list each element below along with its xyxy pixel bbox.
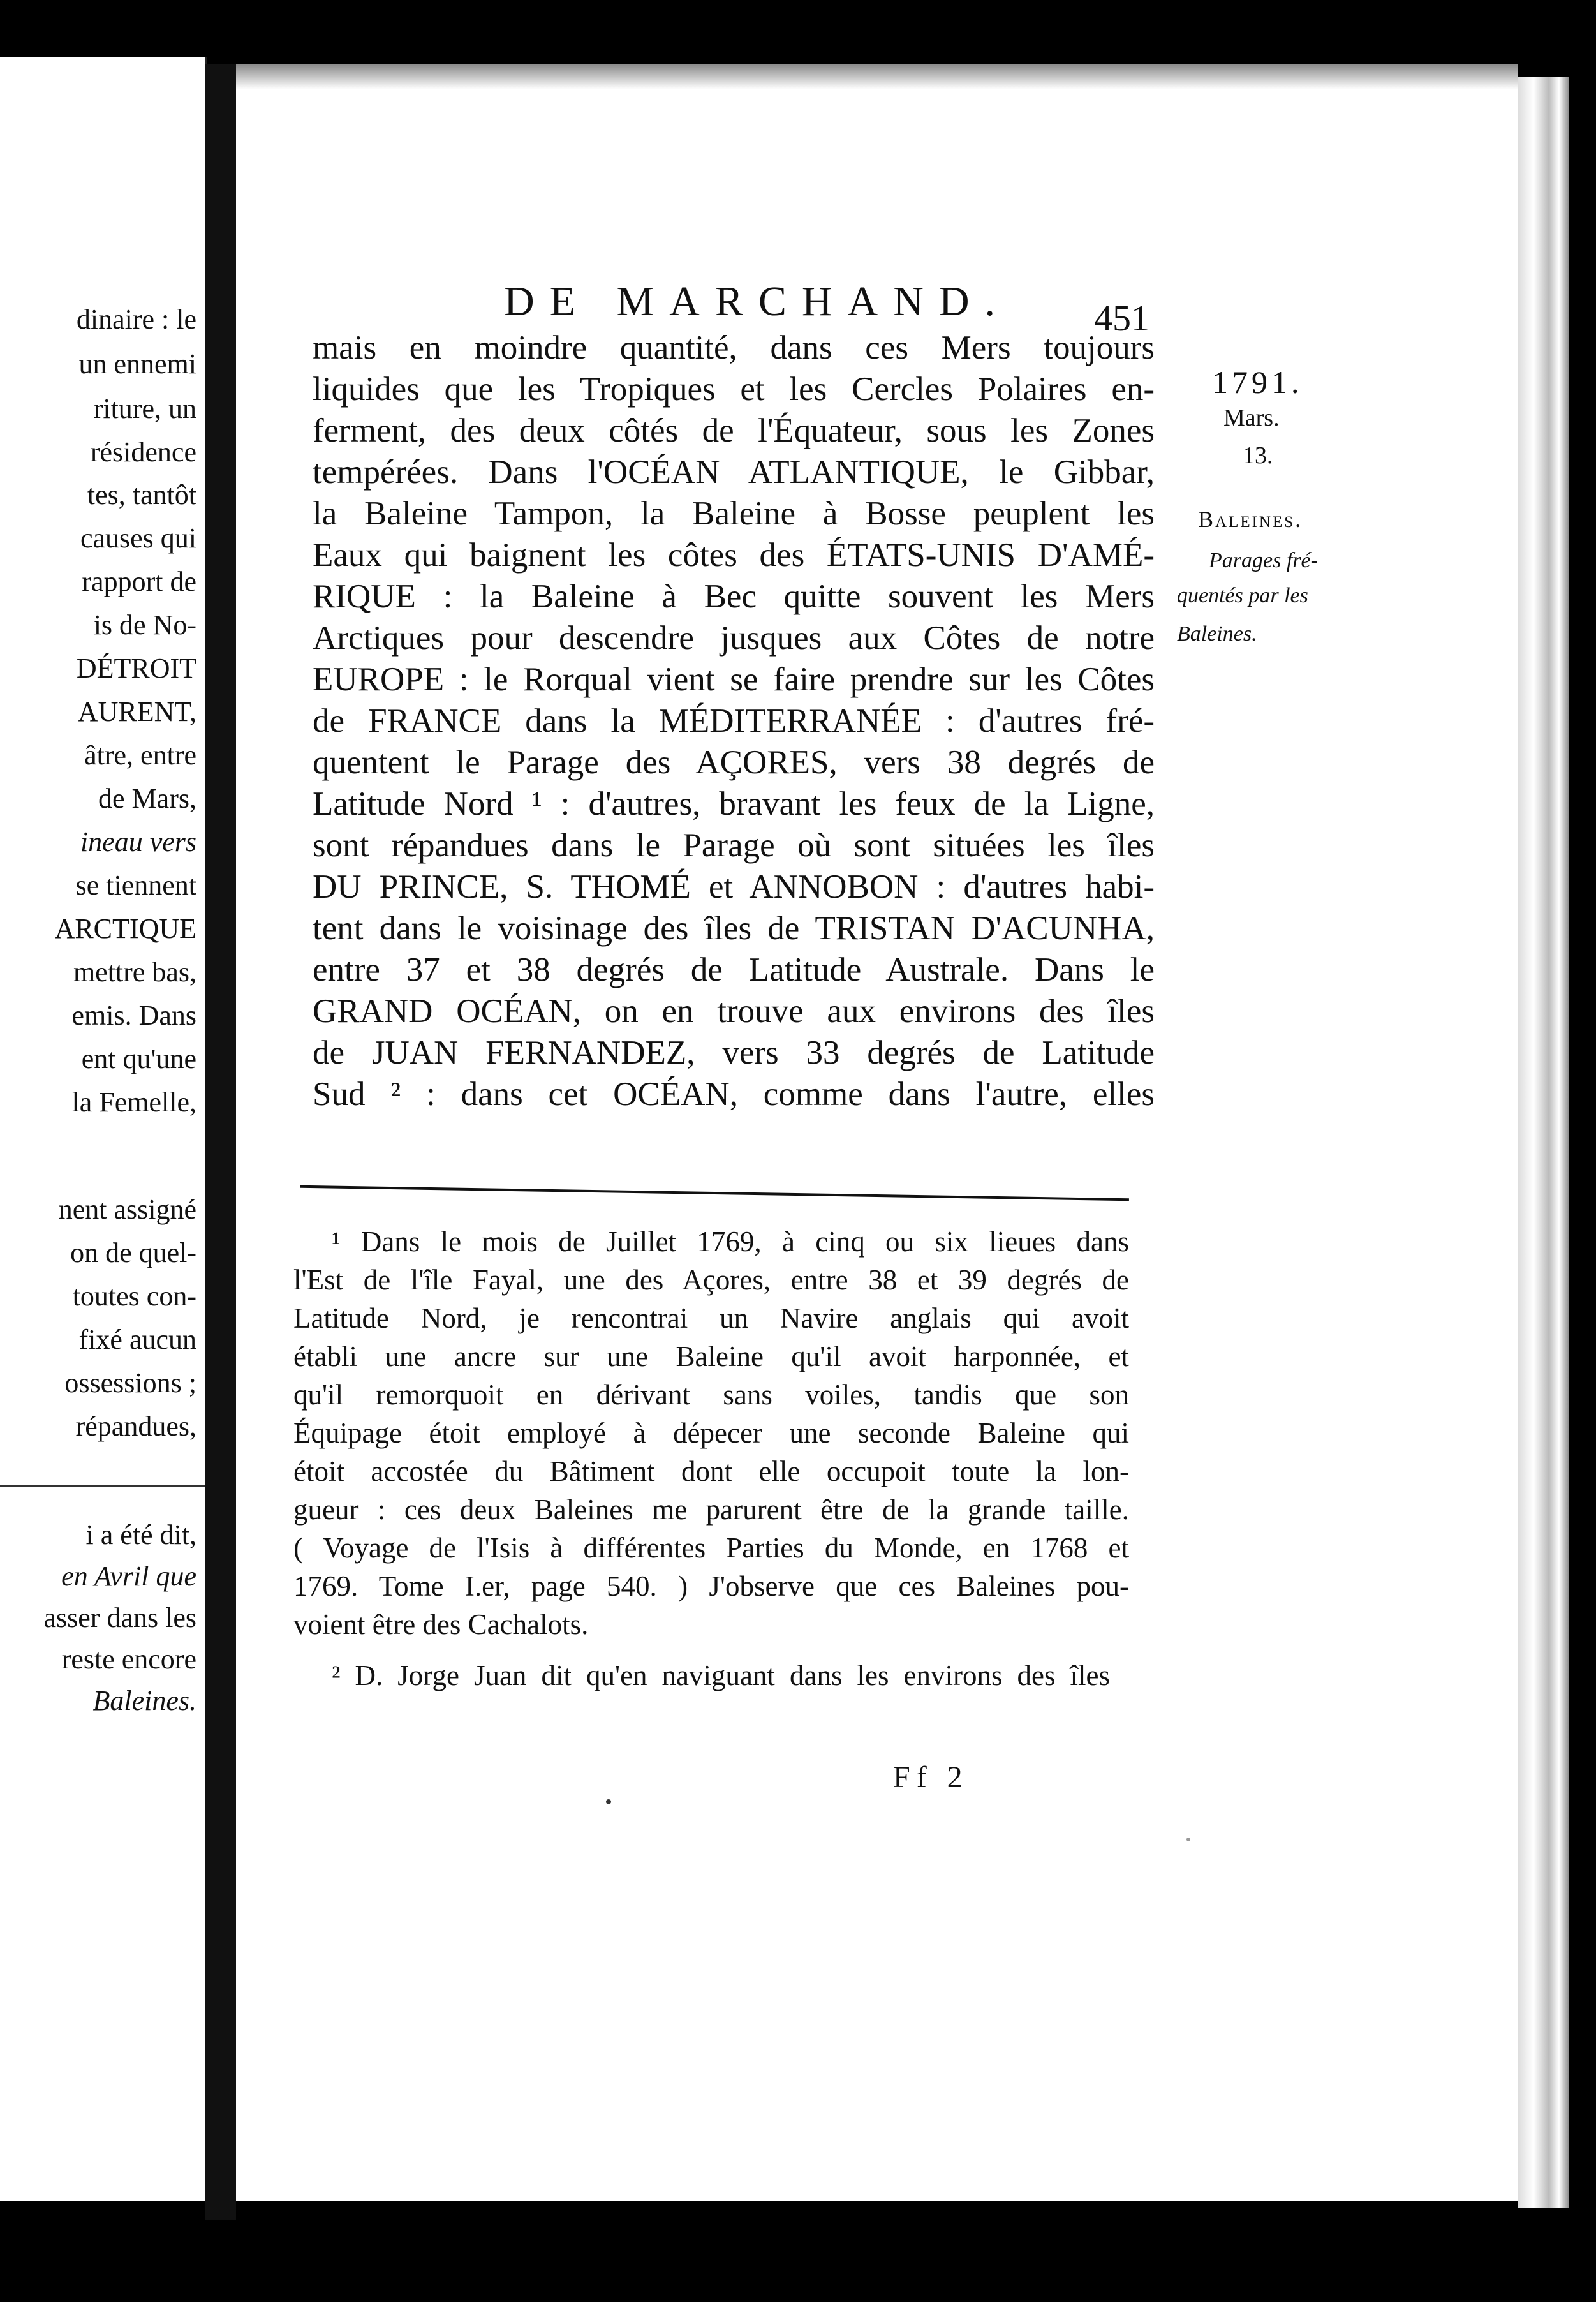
footnote-line: ( Voyage de l'Isis à différentes Parties du Monde, en 1768 et	[293, 1532, 1129, 1564]
body-line: liquides que les Tropiques et les Cercles Polaires en-	[313, 371, 1155, 408]
body-line: GRAND OCÉAN, on en trouve aux environs des îles	[313, 993, 1155, 1030]
left-page-line: répandues,	[75, 1411, 196, 1442]
ink-speck	[606, 1799, 611, 1804]
left-page-line: ARCTIQUE	[54, 913, 196, 944]
left-page-line: ossessions ;	[64, 1367, 196, 1399]
left-page-line: résidence	[90, 436, 196, 468]
left-page-line: i a été dit,	[85, 1519, 196, 1550]
left-page-line: asser dans les	[43, 1602, 196, 1633]
margin-note-line: Baleines.	[1177, 622, 1257, 646]
margin-note-line: quentés par les	[1177, 584, 1308, 607]
left-page-line: âtre, entre	[84, 739, 196, 771]
footnote-line: ² D. Jorge Juan dit qu'en naviguant dans les environs des îles	[332, 1660, 1110, 1691]
footnote-line: 1769. Tome I.er, page 540. ) J'observe que ces Baleines pou-	[293, 1570, 1129, 1602]
body-line: Eaux qui baignent les côtes des ÉTATS-UNIS D'AMÉ-	[313, 537, 1155, 574]
footnote-line: voient être des Cachalots.	[293, 1608, 589, 1640]
left-page-line: un ennemi	[78, 348, 196, 380]
left-page-line: mettre bas,	[73, 956, 196, 988]
margin-year: 1791.	[1212, 364, 1303, 400]
footnote-line: établi une ancre sur une Baleine qu'il avoit harponnée, et	[293, 1340, 1129, 1372]
body-line: de FRANCE dans la MÉDITERRANÉE : d'autres fré-	[313, 702, 1155, 739]
left-page-line: rapport de	[82, 566, 196, 597]
body-line: Sud ² : dans cet OCÉAN, comme dans l'autre, elles	[313, 1076, 1155, 1113]
signature-mark: Ff 2	[893, 1760, 969, 1794]
left-page-line: dinaire : le	[76, 304, 196, 335]
left-page-line: Baleines.	[92, 1685, 196, 1716]
body-line: ferment, des deux côtés de l'Équateur, sous les Zones	[313, 412, 1155, 449]
footnote-line: étoit accostée du Bâtiment dont elle occupoit toute la lon-	[293, 1455, 1129, 1487]
body-line: Latitude Nord ¹ : d'autres, bravant les feux de la Ligne,	[313, 785, 1155, 822]
body-line: tempérées. Dans l'OCÉAN ATLANTIQUE, le Gibbar,	[313, 454, 1155, 491]
left-page-line: DÉTROIT	[76, 653, 196, 684]
footnote-line: gueur : ces deux Baleines me parurent être de la grande taille.	[293, 1494, 1129, 1526]
page-fore-edge	[1518, 77, 1569, 2208]
margin-subject: Baleines.	[1198, 507, 1303, 532]
left-page-line: riture, un	[93, 393, 196, 424]
margin-day: 13.	[1243, 442, 1273, 469]
left-page-line: fixé aucun	[78, 1324, 196, 1355]
body-line: la Baleine Tampon, la Baleine à Bosse peuplent les	[313, 495, 1155, 532]
body-line: tent dans le voisinage des îles de TRISTAN D'ACUNHA,	[313, 910, 1155, 947]
body-line: mais en moindre quantité, dans ces Mers toujours	[313, 329, 1155, 366]
body-line: quentent le Parage des AÇORES, vers 38 degrés de	[313, 744, 1155, 781]
page-top-edge	[236, 64, 1518, 89]
left-page-line: toutes con-	[72, 1281, 196, 1312]
body-line: de JUAN FERNANDEZ, vers 33 degrés de Latitude	[313, 1034, 1155, 1071]
left-page-line: is de No-	[93, 609, 196, 641]
page-number: 451	[1094, 297, 1149, 339]
left-footnote-rule	[0, 1485, 205, 1487]
left-page-line: de Mars,	[98, 783, 196, 814]
ink-speck	[1186, 1838, 1190, 1841]
left-page-fragment	[0, 57, 207, 2201]
body-line: DU PRINCE, S. THOMÉ et ANNOBON : d'autres habi-	[313, 868, 1155, 905]
footnote-line: l'Est de l'île Fayal, une des Açores, entre 38 et 39 degrés de	[293, 1264, 1129, 1296]
body-line: sont répandues dans le Parage où sont situées les îles	[313, 827, 1155, 864]
left-page-line: emis. Dans	[71, 1000, 196, 1031]
footnote-line: qu'il remorquoit en dérivant sans voiles, tandis que son	[293, 1379, 1129, 1411]
left-page-line: ent qu'une	[81, 1043, 196, 1074]
left-page-line: ineau vers	[80, 826, 196, 858]
left-page-line: se tiennent	[75, 870, 196, 901]
footnote-line: Latitude Nord, je rencontrai un Navire anglais qui avoit	[293, 1302, 1129, 1334]
left-page-line: tes, tantôt	[87, 479, 196, 510]
footnote-line: Équipage étoit employé à dépecer une seconde Baleine qui	[293, 1417, 1129, 1449]
left-page-line: AURENT,	[77, 696, 196, 727]
running-title: DE MARCHAND.	[504, 278, 1011, 325]
margin-month: Mars.	[1223, 405, 1280, 431]
left-page-line: causes qui	[80, 523, 196, 554]
left-page-line: en Avril que	[61, 1561, 196, 1592]
body-line: entre 37 et 38 degrés de Latitude Australe. Dans le	[313, 951, 1155, 988]
left-page-line: la Femelle,	[71, 1087, 196, 1118]
left-page-line: nent assigné	[58, 1194, 196, 1225]
body-line: EUROPE : le Rorqual vient se faire prendre sur les Côtes	[313, 661, 1155, 698]
left-page-line: on de quel-	[70, 1237, 196, 1268]
body-line: RIQUE : la Baleine à Bec quitte souvent les Mers	[313, 578, 1155, 615]
left-page-line: reste encore	[61, 1644, 196, 1675]
body-line: Arctiques pour descendre jusques aux Côtes de notre	[313, 620, 1155, 657]
margin-note-line: Parages fré-	[1209, 549, 1318, 572]
book-gutter	[205, 64, 236, 2220]
footnote-line: ¹ Dans le mois de Juillet 1769, à cinq ou six lieues dans	[332, 1226, 1129, 1258]
